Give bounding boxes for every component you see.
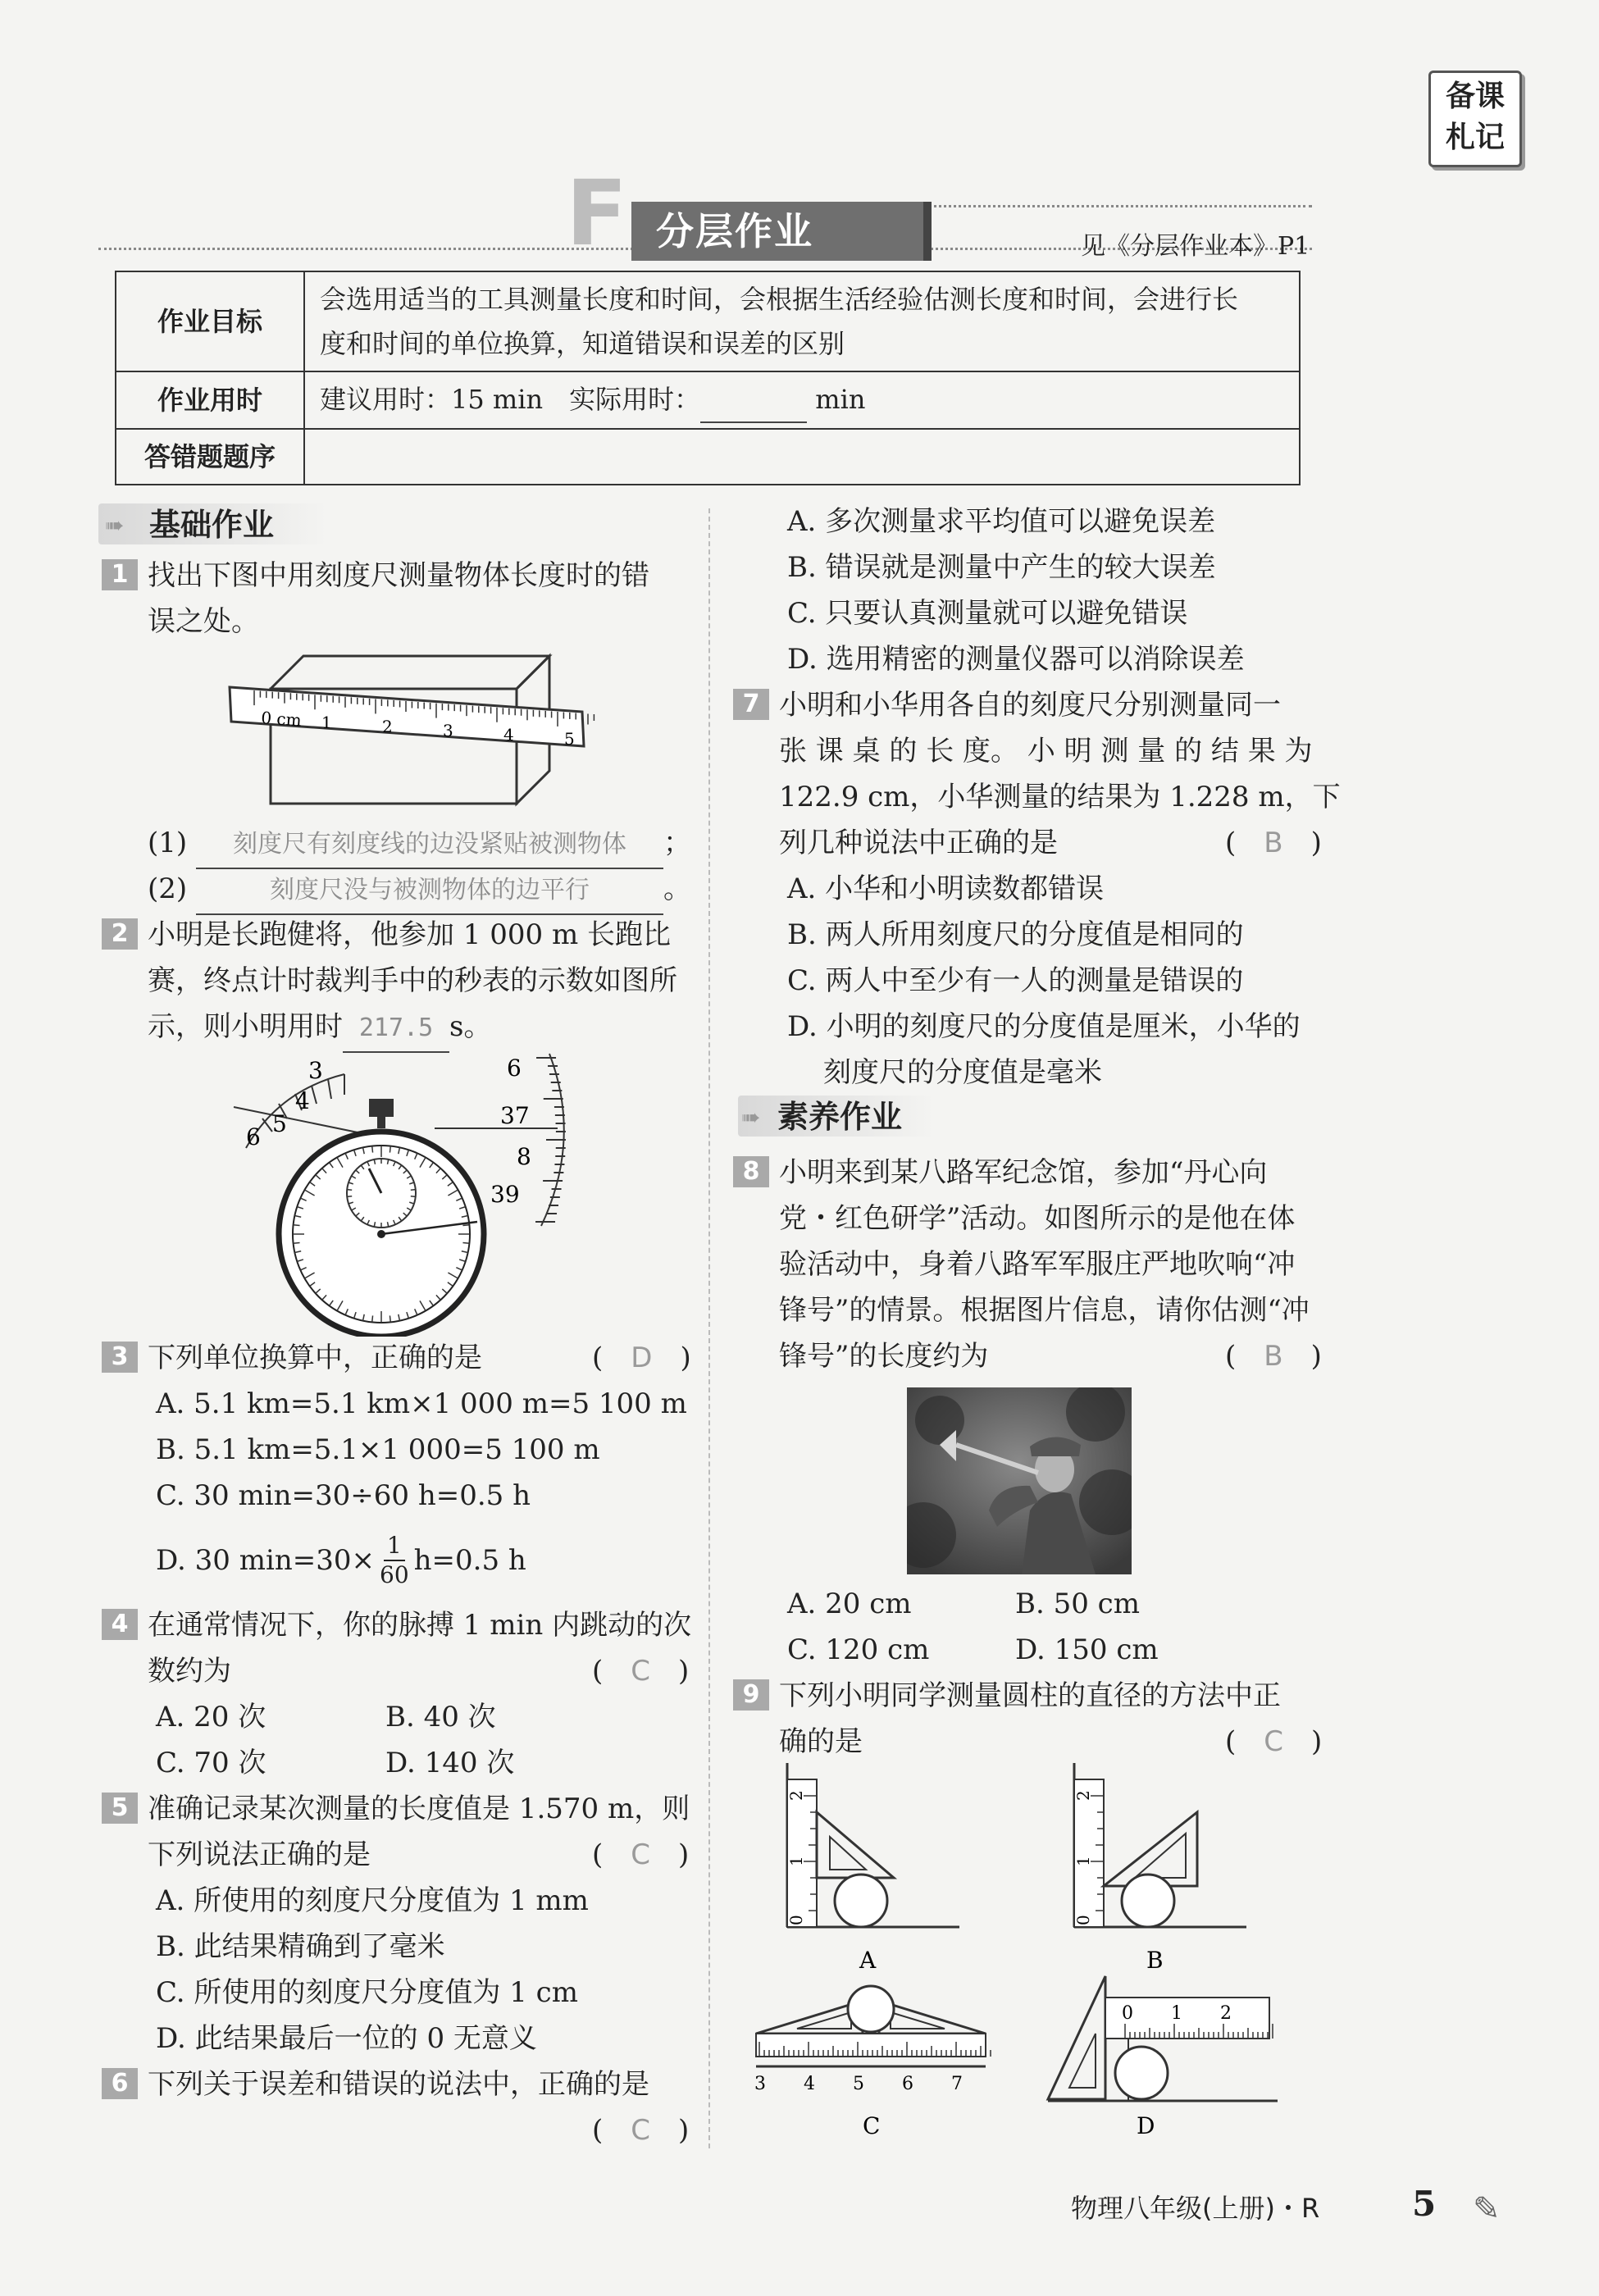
- q1-ruler-label-2: 2: [382, 717, 393, 736]
- q3-option-d-suffix: h=0.5 h: [413, 1544, 526, 1577]
- q9a-tick-2: 2: [786, 1790, 806, 1801]
- q3-answer-paren: ( D ): [592, 1342, 691, 1374]
- q1-answer-1-row: [148, 820, 691, 869]
- section-basic-arrow: ➠: [105, 512, 125, 539]
- footer-book: 物理八年级(上册)・R: [1071, 2193, 1320, 2224]
- q7-option-c[interactable]: C. 两人中至少有一人的测量是错误的: [787, 964, 1244, 997]
- q9b-tick-1: 1: [1073, 1856, 1093, 1866]
- footer-pen-icon: ✎: [1473, 2190, 1501, 2228]
- q1-line-1: 找出下图中用刻度尺测量物体长度时的错: [148, 559, 649, 592]
- time-cell: [304, 371, 1300, 429]
- q9b-tick-2: 2: [1073, 1790, 1093, 1801]
- q2-left-label-6: 6: [246, 1123, 261, 1150]
- q1-figure: [221, 648, 607, 812]
- q8-option-a[interactable]: A. 20 cm: [787, 1588, 912, 1620]
- header-letter: F: [566, 161, 628, 266]
- q5-option-a[interactable]: A. 所使用的刻度尺分度值为 1 mm: [156, 1884, 589, 1917]
- q8-option-b[interactable]: B. 50 cm: [1015, 1588, 1140, 1620]
- goal-text-line-1: 会选用适当的工具测量长度和时间，会根据生活经验估测长度和时间，会进行长: [320, 284, 1239, 315]
- q1-ruler-label-3: 3: [443, 721, 453, 740]
- q7-option-d-line-2: 刻度尺的分度值是毫米: [823, 1056, 1102, 1089]
- q9-figure-c[interactable]: [748, 1984, 994, 2148]
- q5-line-2: 下列说法正确的是: [148, 1838, 371, 1871]
- q9-line-1: 下列小明同学测量圆柱的直径的方法中正: [779, 1679, 1281, 1712]
- q8-option-d[interactable]: D. 150 cm: [1015, 1633, 1159, 1666]
- q5-line-1: 准确记录某次测量的长度值是 1.570 m，则: [148, 1793, 690, 1825]
- q2-crown-stem: [377, 1115, 385, 1128]
- q9b-tick-0: 0: [1073, 1915, 1093, 1925]
- q6-answer[interactable]: C: [631, 2114, 651, 2147]
- tick-mark: [372, 1146, 373, 1153]
- q4-answer-paren: ( C ): [592, 1655, 690, 1688]
- q9-label-d: D: [1137, 2112, 1155, 2139]
- q9-figure-b[interactable]: [1066, 1763, 1255, 1984]
- q1-answer-2-end: 。: [663, 872, 691, 905]
- q1-answer-2-row: [148, 866, 691, 915]
- time-label: 作业用时: [116, 371, 304, 429]
- q2-line-1: 小明是长跑健将，他参加 1 000 m 长跑比: [148, 918, 671, 951]
- q2-right-ticks: [535, 1058, 566, 1222]
- q8-line-1: 小明来到某八路军纪念馆，参加“丹心向: [779, 1156, 1268, 1189]
- tick-mark: [462, 1242, 469, 1243]
- q9a-tick-0: 0: [786, 1915, 806, 1925]
- q1-ruler-label-4: 4: [503, 725, 514, 745]
- q4-line-2: 数约为: [148, 1655, 231, 1688]
- wrong-cell[interactable]: [304, 429, 1300, 485]
- q2-left-label-4: 4: [295, 1087, 310, 1114]
- q7-line-3: 122.9 cm，小华测量的结果为 1.228 m，下: [779, 781, 1341, 813]
- q9-figure-a[interactable]: [779, 1763, 968, 1984]
- footer-page-number: 5: [1412, 2184, 1437, 2224]
- section-quality-arrow: ➠: [741, 1104, 761, 1131]
- q5-option-d[interactable]: D. 此结果最后一位的 0 无意义: [156, 2022, 537, 2055]
- q6-stem: 下列关于误差和错误的说法中，正确的是: [148, 2068, 649, 2101]
- q7-option-b[interactable]: B. 两人所用刻度尺的分度值是相同的: [787, 918, 1244, 951]
- q3-fraction-den: 60: [380, 1561, 409, 1588]
- section-quality-title: 素养作业: [777, 1099, 903, 1135]
- q8-answer-paren: ( B ): [1225, 1340, 1322, 1373]
- badge-line-1: 备课: [1445, 80, 1505, 113]
- q6-option-a[interactable]: A. 多次测量求平均值可以避免误差: [787, 505, 1216, 538]
- q2-left-label-3: 3: [308, 1057, 323, 1084]
- q5-answer[interactable]: C: [631, 1838, 651, 1871]
- q4-number: 4: [102, 1609, 138, 1640]
- q2-line-2: 赛，终点计时裁判手中的秒表的示数如图所: [148, 964, 677, 997]
- q2-right-label-6: 6: [507, 1055, 522, 1082]
- column-divider: [708, 508, 710, 2148]
- q4-answer[interactable]: C: [631, 1655, 651, 1688]
- q1-answer-2[interactable]: 刻度尺没与被测物体的边平行: [196, 868, 663, 915]
- q3-option-b[interactable]: B. 5.1 km=5.1×1 000=5 100 m: [156, 1433, 600, 1466]
- q2-answer[interactable]: 217.5: [343, 1005, 449, 1053]
- q9d-tick-1: 1: [1171, 2003, 1182, 2024]
- q6-option-b[interactable]: B. 错误就是测量中产生的较大误差: [787, 551, 1216, 584]
- q9-answer-paren: ( C ): [1225, 1725, 1323, 1758]
- q9-number: 9: [733, 1679, 769, 1711]
- q5-answer-paren: ( C ): [592, 1838, 690, 1871]
- q3-number: 3: [102, 1342, 138, 1373]
- tick-mark: [294, 1225, 300, 1226]
- q5-option-c[interactable]: C. 所使用的刻度尺分度值为 1 cm: [156, 1976, 578, 2009]
- q9c-tick-7: 7: [951, 2074, 963, 2094]
- q9d-tick-2: 2: [1220, 2003, 1232, 2024]
- q6-answer-paren: ( C ): [592, 2114, 690, 2147]
- q9-figure-d[interactable]: [1040, 1968, 1286, 2148]
- q8-number: 8: [733, 1156, 769, 1187]
- q7-option-a[interactable]: A. 小华和小明读数都错误: [787, 872, 1105, 905]
- q2-number: 2: [102, 918, 138, 950]
- q2-stopwatch-figure: [230, 1050, 590, 1337]
- q9c-tick-3: 3: [754, 2074, 766, 2094]
- q7-number: 7: [733, 689, 769, 720]
- wrong-label: 答错题题序: [116, 429, 304, 485]
- tick-mark: [462, 1225, 469, 1226]
- q1-ruler-label-5: 5: [564, 729, 575, 749]
- q4-option-b[interactable]: B. 40 次: [385, 1701, 496, 1733]
- q9-label-b: B: [1146, 1947, 1164, 1974]
- q3-option-d-prefix: D. 30 min=30×: [156, 1544, 375, 1577]
- q2-line-3: [148, 1004, 491, 1053]
- q1-line-2: 误之处。: [148, 605, 259, 638]
- time-unit: min: [815, 384, 866, 415]
- q8-bugler-photo: [907, 1387, 1132, 1574]
- goal-text-line-2: 度和时间的单位换算，知道错误和误差的区别: [320, 328, 845, 359]
- tick-mark: [294, 1242, 300, 1243]
- q2-right-label-8: 8: [517, 1143, 531, 1170]
- q1-answer-2-prefix: (2): [148, 872, 188, 905]
- q1-answer-1[interactable]: 刻度尺有刻度线的边没紧贴被测物体: [196, 822, 663, 869]
- q9c-tick-4: 4: [804, 2074, 815, 2094]
- tick-mark: [372, 1315, 373, 1322]
- q7-line-1: 小明和小华用各自的刻度尺分别测量同一: [779, 689, 1281, 722]
- q9c-tick-5: 5: [853, 2074, 864, 2094]
- q3-fraction-num: 1: [384, 1532, 405, 1561]
- q2-line-3-prefix: 示，则小明用时: [148, 1010, 343, 1043]
- header-title: 分层作业: [656, 209, 813, 253]
- q1-ruler-label-1: 1: [321, 713, 332, 732]
- q3-answer[interactable]: D: [631, 1342, 653, 1374]
- badge-line-2: 札记: [1445, 121, 1505, 154]
- q6-option-d[interactable]: D. 选用精密的测量仪器可以消除误差: [787, 643, 1245, 676]
- q1-ruler-label-0: 0 cm: [260, 708, 303, 731]
- q9c-tick-6: 6: [902, 2074, 913, 2094]
- q8-line-2: 党・红色研学”活动。如图所示的是他在体: [779, 1202, 1296, 1235]
- q9-answer[interactable]: C: [1264, 1725, 1284, 1758]
- q7-answer-paren: ( B ): [1225, 827, 1322, 859]
- q3-fraction: [380, 1532, 409, 1589]
- q9-label-c: C: [863, 2112, 881, 2139]
- q4-line-1: 在通常情况下，你的脉搏 1 min 内跳动的次: [148, 1609, 692, 1642]
- q3-option-a[interactable]: A. 5.1 km=5.1 km×1 000 m=5 100 m: [156, 1387, 687, 1420]
- q8-line-3: 验活动中，身着八路军军服庄严地吹响“冲: [779, 1248, 1296, 1281]
- q2-right-label-37: 37: [500, 1102, 530, 1129]
- q1-answer-1-end: ；: [663, 827, 691, 859]
- actual-time-blank[interactable]: [700, 377, 807, 423]
- time-text: 建议用时：15 min 实际用时：: [320, 384, 701, 415]
- q2-left-label-5: 5: [272, 1110, 287, 1137]
- q6-number: 6: [102, 2068, 138, 2099]
- q7-option-d-line-1[interactable]: D. 小明的刻度尺的分度值是厘米，小华的: [787, 1010, 1301, 1043]
- q8-option-c[interactable]: C. 120 cm: [787, 1633, 930, 1666]
- q1-answer-1-prefix: (1): [148, 827, 188, 859]
- q4-option-d[interactable]: D. 140 次: [385, 1747, 515, 1779]
- goal-table: [115, 271, 1301, 485]
- q9a-tick-1: 1: [786, 1856, 806, 1866]
- q3-option-c[interactable]: C. 30 min=30÷60 h=0.5 h: [156, 1479, 531, 1512]
- q2-line-3-suffix: s。: [449, 1010, 492, 1043]
- q3-option-d[interactable]: [156, 1532, 526, 1589]
- q4-option-a[interactable]: A. 20 次: [156, 1701, 266, 1733]
- goal-label: 作业目标: [116, 271, 304, 371]
- q5-number: 5: [102, 1793, 138, 1824]
- q3-stem: 下列单位换算中，正确的是: [148, 1342, 482, 1374]
- header-reference: 见《分层作业本》P1: [1081, 232, 1310, 261]
- q7-answer[interactable]: B: [1264, 827, 1283, 859]
- q4-option-c[interactable]: C. 70 次: [156, 1747, 266, 1779]
- q2-crown: [369, 1099, 394, 1117]
- q9-label-a: A: [859, 1947, 877, 1974]
- q9d-tick-0: 0: [1122, 2003, 1133, 2024]
- goal-text: [304, 271, 1300, 371]
- q7-line-4: 列几种说法中正确的是: [779, 827, 1058, 859]
- q9-line-2: 确的是: [779, 1725, 863, 1758]
- q8-answer[interactable]: B: [1264, 1340, 1283, 1373]
- q5-option-b[interactable]: B. 此结果精确到了毫米: [156, 1930, 445, 1963]
- q1-number: 1: [102, 559, 138, 590]
- header-dotted-line-top: [918, 205, 1312, 207]
- q8-line-4: 锋号”的情景。根据图片信息，请你估测“冲: [779, 1294, 1310, 1327]
- section-basic-title: 基础作业: [149, 507, 275, 543]
- corner-badge: [1428, 71, 1522, 167]
- q8-line-5: 锋号”的长度约为: [779, 1340, 989, 1373]
- q2-hub: [377, 1230, 385, 1238]
- q7-line-2: 张 课 桌 的 长 度。 小 明 测 量 的 结 果 为: [779, 735, 1313, 768]
- q2-right-label-39: 39: [490, 1181, 520, 1208]
- q6-option-c[interactable]: C. 只要认真测量就可以避免错误: [787, 597, 1188, 630]
